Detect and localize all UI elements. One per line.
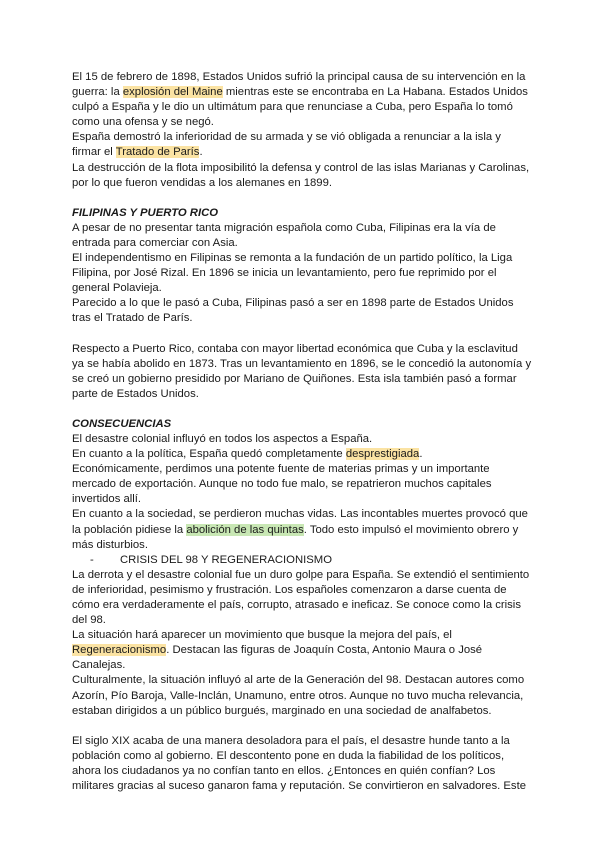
consecuencias-paragraph-4: En cuanto a la sociedad, se perdieron muchas vidas. Las incontables muertes provocó que la población pidiese la abolición de las quintas. Todo esto impulsó el movimiento obrero y más disturbios. xyxy=(72,508,528,551)
highlight-explosion-maine: explosión del Maine xyxy=(122,86,223,99)
filipinas-paragraph-3: Parecido a lo que le pasó a Cuba, Filipinas pasó a ser en 1898 parte de Estados Unidos tras el Tratado de París. xyxy=(72,297,514,325)
bullet-dash: - xyxy=(90,553,94,566)
puerto-rico-paragraph: Respecto a Puerto Rico, contaba con mayor libertad económica que Cuba y la esclavitud ya se había abolido en 1873. Tras un levantamiento en 1896, se le concedió la autonomía y se creó un gobierno presidido por Mariano de Quiñones. Esta isla también pasó a formar parte de Estados Unidos. xyxy=(72,342,532,400)
consecuencias-paragraph-1: El desastre colonial influyó en todos los aspectos a España. xyxy=(72,432,373,445)
consecuencias-paragraph-6: La situación hará aparecer un movimiento que busque la mejora del país, el Regeneracionismo. Destacan las figuras de Joaquín Costa, Antonio Maura o José Canalejas. xyxy=(72,629,483,672)
section-heading-consecuencias: CONSECUENCIAS xyxy=(72,417,172,430)
bullet-text: CRISIS DEL 98 Y REGENERACIONISMO xyxy=(120,553,332,566)
intro-paragraph-3: La destrucción de la flota imposibilitó la defensa y control de las islas Marianas y Carolinas, por lo que fueron vendidas a los alemanes en 1899. xyxy=(72,161,530,189)
filipinas-paragraph-2: El independentismo en Filipinas se remonta a la fundación de un partido político, la Liga Filipina, por José Rizal. En 1896 se inicia un levantamiento, pero fue reprimido por el general Polavieja. xyxy=(72,252,513,295)
spacer xyxy=(72,402,532,417)
consecuencias-paragraph-7: Culturalmente, la situación influyó al arte de la Generación del 98. Destacan autores como Azorín, Pío Baroja, Valle-Inclán, Unamuno, entre otros. Aunque no tuvo mucha relevancia, estaban dirigidos a un público burgués, marginado en una sociedad de analfabetos. xyxy=(72,674,525,717)
intro-paragraph-1: El 15 de febrero de 1898, Estados Unidos sufrió la principal causa de su intervención en la guerra: la explosión del Maine mientras este se encontraba en La Habana. Estados Unidos culpó a España y le dio un ultimátum para que renunciase a Cuba, pero España lo tomó como una ofensa y se negó. xyxy=(72,71,528,129)
consecuencias-paragraph-2: En cuanto a la política, España quedó completamente desprestigiada. xyxy=(72,448,423,461)
spacer xyxy=(72,191,532,206)
bullet-item-crisis-98 xyxy=(72,553,532,568)
consecuencias-paragraph-3: Económicamente, perdimos una potente fuente de materias primas y un importante mercado de exportación. Aunque no todo fue malo, se repatrieron muchos capitales invertidos allí. xyxy=(72,463,492,506)
highlight-desprestigiada: desprestigiada xyxy=(345,448,420,461)
spacer xyxy=(72,719,532,734)
highlight-tratado-paris: Tratado de París xyxy=(115,146,200,159)
consecuencias-paragraph-5: La derrota y el desastre colonial fue un duro golpe para España. Se extendió el sentimiento de inferioridad, pesimismo y frustración. Los españoles comenzaron a darse cuenta de cómo era verdaderamente el país, corrupto, atrasado e ineficaz. Se conoce como la crisis del 98. xyxy=(72,568,530,627)
highlight-abolicion-quintas: abolición de las quintas xyxy=(186,523,304,536)
filipinas-paragraph-1: A pesar de no presentar tanta migración española como Cuba, Filipinas era la vía de entrada para comerciar con Asia. xyxy=(72,221,496,249)
section-heading-filipinas: FILIPINAS Y PUERTO RICO xyxy=(72,206,219,219)
highlight-regeneracionismo: Regeneracionismo xyxy=(72,644,167,657)
consecuencias-paragraph-8: El siglo XIX acaba de una manera desoladora para el país, el desastre hunde tanto a la población como al gobierno. El descontento pone en duda la fiabilidad de los políticos, ahora los ciudadanos ya no confían tanto en ellos. ¿Entonces en quién confían? Los militares gracias al suceso ganaron fama y reputación. Se convirtieron en salvadores. Este xyxy=(72,734,526,793)
document-page xyxy=(72,70,532,794)
intro-paragraph-2: España demostró la inferioridad de su armada y se vió obligada a renunciar a la isla y firmar el Tratado de París. xyxy=(72,131,501,159)
spacer xyxy=(72,327,532,342)
